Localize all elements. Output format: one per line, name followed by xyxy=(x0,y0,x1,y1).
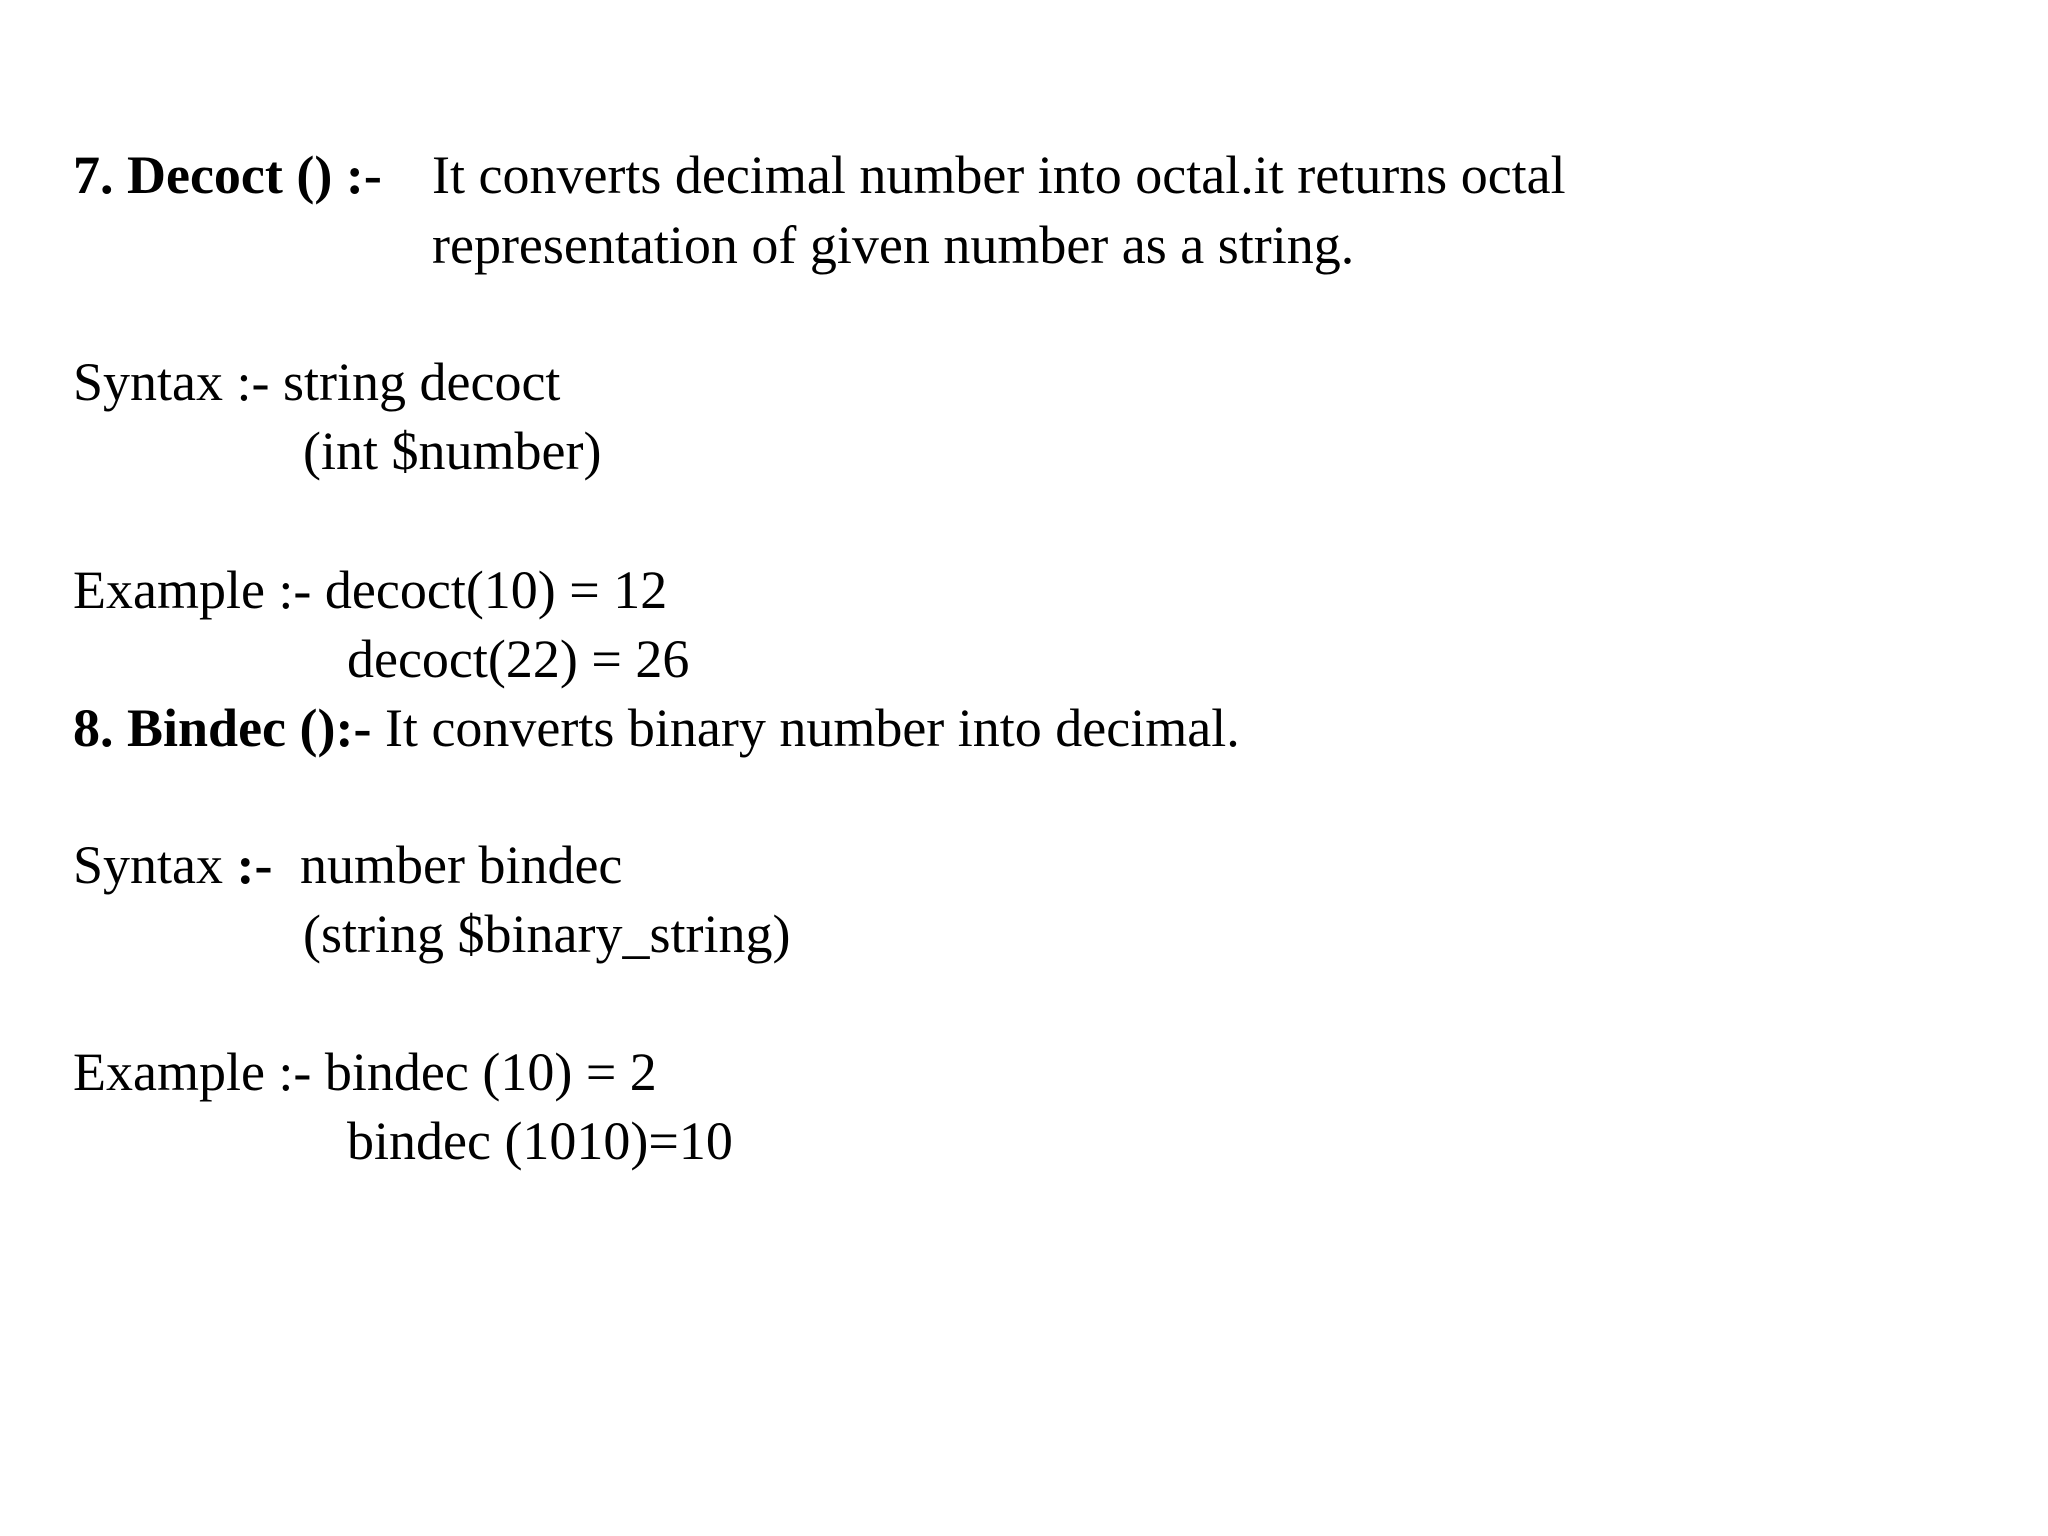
bindec-example-2: bindec (1010)=10 xyxy=(347,1111,733,1171)
decoct-syntax-line2: (int $number) xyxy=(303,421,602,481)
bindec-example-line1 xyxy=(73,1040,657,1104)
bindec-syntax-line2: (string $binary_string) xyxy=(303,904,791,964)
decoct-heading: 7. Decoct () :- xyxy=(73,145,382,205)
decoct-example-label: Example :- xyxy=(73,560,312,620)
decoct-syntax-label: Syntax :- xyxy=(73,352,270,412)
decoct-description-line2: representation of given number as a string. xyxy=(432,215,1355,275)
decoct-example-line1 xyxy=(73,558,667,622)
bindec-syntax-label: Syntax xyxy=(73,835,237,895)
decoct-description-line1: It converts decimal number into octal.it returns octal xyxy=(432,145,1566,205)
bindec-syntax-line1 xyxy=(73,833,622,897)
decoct-example-1: decoct(10) = 12 xyxy=(324,560,668,620)
bindec-heading-line xyxy=(73,696,1240,760)
bindec-description: It converts binary number into decimal. xyxy=(384,698,1240,758)
decoct-heading-line xyxy=(73,143,382,207)
decoct-syntax-line1 xyxy=(73,350,560,414)
bindec-syntax-signature: number bindec xyxy=(299,835,623,895)
decoct-syntax-signature: string decoct xyxy=(283,352,561,412)
bindec-heading: 8. Bindec ():- xyxy=(73,698,372,758)
decoct-example-2: decoct(22) = 26 xyxy=(347,629,690,689)
bindec-example-1: bindec (10) = 2 xyxy=(324,1042,657,1102)
bindec-example-label: Example :- xyxy=(73,1042,312,1102)
bindec-syntax-separator: :- xyxy=(236,835,273,895)
